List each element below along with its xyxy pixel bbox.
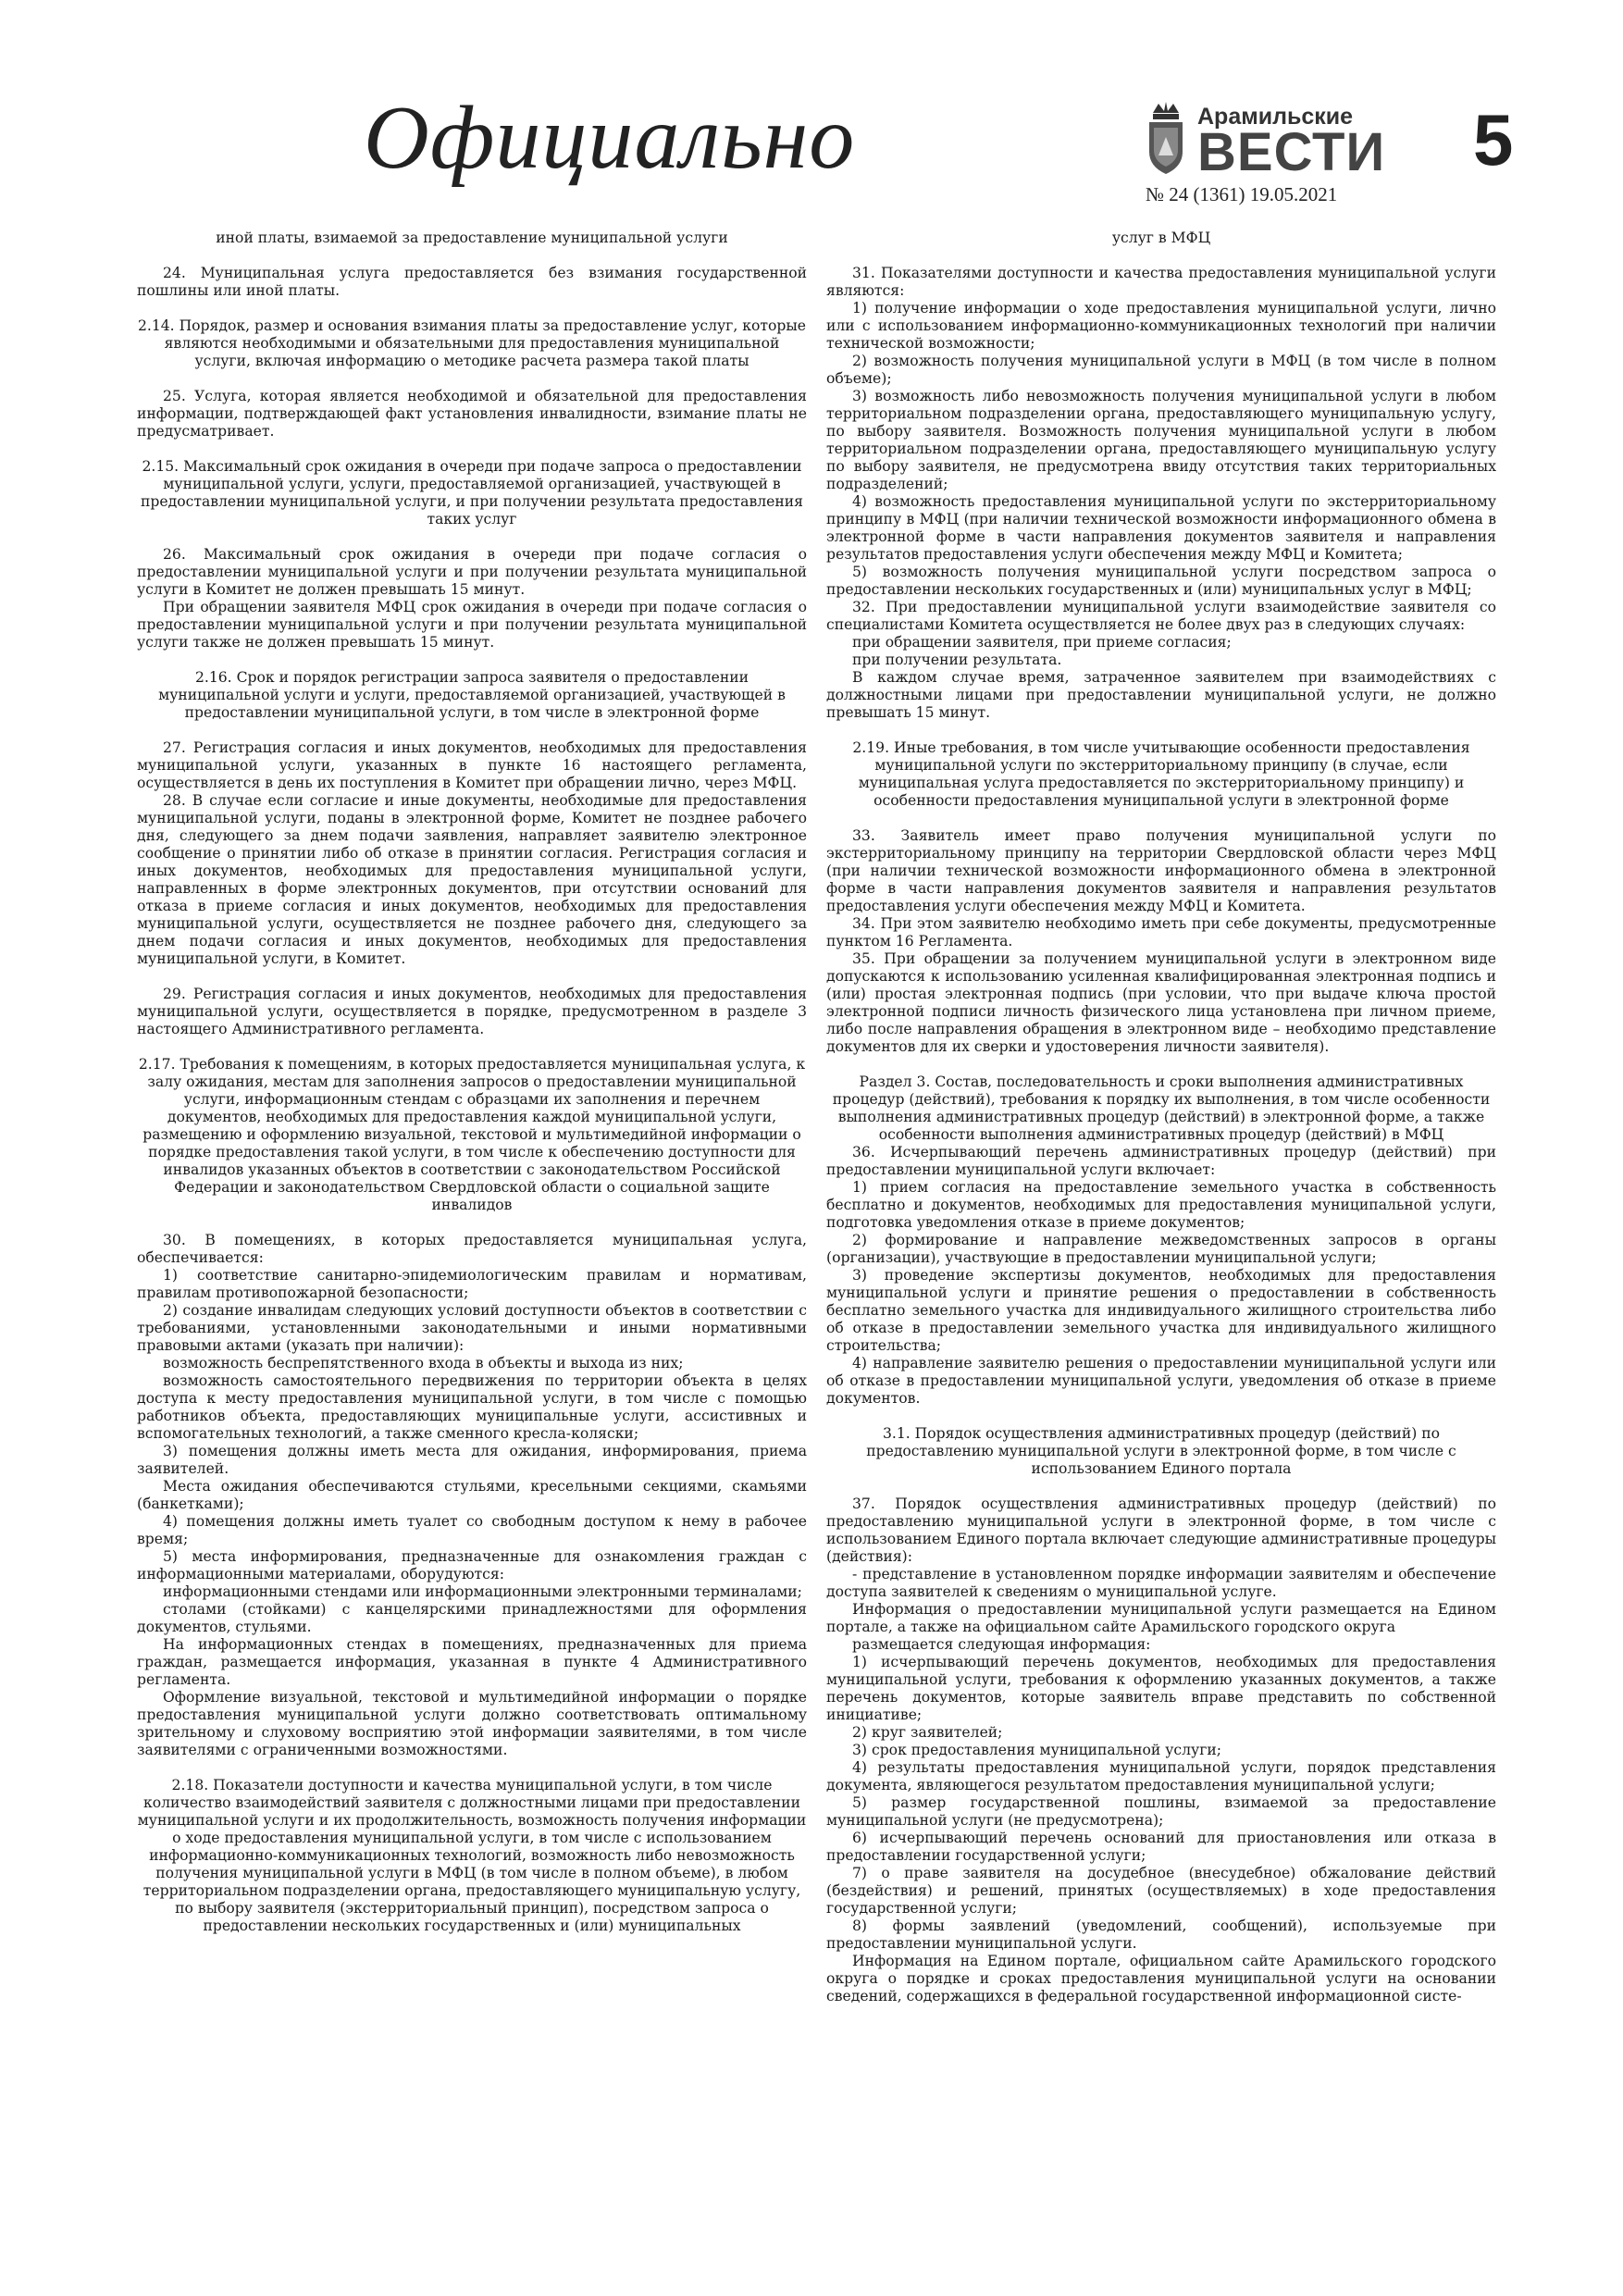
paragraph: 4) направление заявителю решения о предоставлении муниципальной услуги или об отказе в предоставлении муниципальной услуги, уведомления об отказе в приеме документов.	[826, 1355, 1496, 1407]
spacer	[826, 1408, 1496, 1425]
paragraph: 33. Заявитель имеет право получения муниципальной услуги по экстерриториальному принципу на территории Свердловской области через МФЦ (при наличии технической возможности информационного обмена в электронной форме в части направления документов заявителя и направления результатов предоставления услуги обеспечения между МФЦ и Комитета.	[826, 827, 1496, 914]
paragraph: 34. При этом заявителю необходимо иметь при себе документы, предусмотренные пунктом 16 Регламента.	[826, 915, 1496, 949]
spacer	[137, 1214, 807, 1232]
paragraph: 31. Показателями доступности и качества предоставления муниципальной услуги являются:	[826, 265, 1496, 299]
spacer	[137, 968, 807, 986]
paragraph: 27. Регистрация согласия и иных документов, необходимых для предоставления муниципальной услуги, указанных в пункте 16 настоящего регламента, осуществляется в день их поступления в Комитет при обращении лично, через МФЦ.	[137, 739, 807, 791]
spacer	[826, 247, 1496, 265]
paragraph: размещается следующая информация:	[852, 1636, 1151, 1653]
paragraph: 28. В случае если согласие и иные документы, необходимые для предоставления муниципальной услуги, поданы в электронной форме, Комитет не позднее рабочего дня, следующего за днем подачи заявления, направляет заявителю электронное сообщение о принятии либо об отказе в принятии согласия. Регистрация согласия и иных документов, необходимых для предоставления муниципальной услуги, направленных в форме электронных документов, при отсутствии оснований для отказа в приеме согласия и иных документов, необходимых для предоставления муниципальной услуги, осуществляется не позднее рабочего дня, следующего за днем подачи согласия и иных документов, необходимых для предоставления муниципальной услуги, в Комитет.	[137, 792, 807, 967]
paragraph: 2) возможность получения муниципальной услуги в МФЦ (в том числе в полном объеме);	[826, 353, 1496, 387]
paragraph: - представление в установленном порядке информации заявителям и обеспечение доступа заявителей к сведениям о муниципальной услуге.	[826, 1566, 1496, 1600]
spacer	[137, 370, 807, 388]
section-heading: услуг в МФЦ	[1111, 230, 1211, 246]
paragraph: Места ожидания обеспечиваются стульями, кресельными секциями, скамьями (банкетками);	[137, 1478, 807, 1512]
paragraph: 4) помещения должны иметь туалет со свободным доступом к нему в рабочее время;	[137, 1513, 807, 1547]
section-heading: 2.15. Максимальный срок ожидания в очереди при подаче запроса о предоставлении муниципальной услуги, услуги, предоставляемой организацией, участвующей в предоставлении муниципальной услуги, и при получении результата предоставления таких услуг	[141, 458, 803, 527]
paragraph: 1) соответствие санитарно-эпидемиологическим правилам и нормативам, правилам противопожарной безопасности;	[137, 1267, 807, 1301]
paragraph: 1) исчерпывающий перечень документов, необходимых для предоставления муниципальной услуги, требования к оформлению указанных документов, а также перечень документов, которые заявитель вправе представить по собственной инициативе;	[826, 1654, 1496, 1723]
paragraph: 2) формирование и направление межведомственных запросов в органы (организации), участвующие в предоставлении муниципальной услуги;	[826, 1232, 1496, 1266]
newspaper-logo	[1146, 100, 1386, 182]
paragraph: возможность самостоятельного передвижения по территории объекта в целях доступа к месту предоставления муниципальной услуги, в том числе с помощью работников объекта, предоставляющих муниципальные услуги, ассистивных и вспомогательных технологий, а также сменного кресла-коляски;	[137, 1372, 807, 1442]
paragraph: 29. Регистрация согласия и иных документов, необходимых для предоставления муниципальной услуги, осуществляется в порядке, предусмотренном в разделе 3 настоящего Административного регламента.	[137, 986, 807, 1037]
paragraph: 3) возможность либо невозможность получения муниципальной услуги в любом территориальном подразделении органа, предоставляющего муниципальную услугу, по выбору заявителя. Возможность получения муниципальной услуги в любом территориальном подразделении органа, предоставляющего муниципальную услугу по выбору заявителя, не предусмотрена ввиду отсутствия таких территориальных подразделений;	[826, 388, 1496, 492]
section-heading: 2.16. Срок и порядок регистрации запроса заявителя о предоставлении муниципальной услуги и услуги, предоставляемой организацией, участвующей в предоставлении муниципальной услуги, в том числе в электронной форме	[158, 669, 786, 721]
paragraph: при получении результата.	[852, 652, 1062, 668]
paragraph: Информация о предоставлении муниципальной услуги размещается на Едином портале, а также на официальном сайте Арамильского городского округа	[826, 1601, 1496, 1635]
spacer	[137, 722, 807, 739]
section-heading: 3.1. Порядок осуществления административных процедур (действий) по предоставлению муниципальной услуги в электронной форме, в том числе с использованием Единого портала	[866, 1425, 1456, 1477]
paragraph: 4) возможность предоставления муниципальной услуги по экстерриториальному принципу в МФЦ (при наличии технической возможности информационного обмена в электронной форме в части направления документов заявителя и направления результатов предоставления услуги обеспечения между МФЦ и Комитета;	[826, 493, 1496, 563]
paragraph: 24. Муниципальная услуга предоставляется без взимания государственной пошлины или иной платы.	[137, 265, 807, 299]
spacer	[826, 1478, 1496, 1496]
paragraph: На информационных стендах в помещениях, предназначенных для приема граждан, размещается информация, указанная в пункте 4 Административного регламента.	[137, 1636, 807, 1688]
paragraph: возможность беспрепятственного входа в объекты и выхода из них;	[163, 1355, 684, 1371]
paragraph: 6) исчерпывающий перечень оснований для приостановления или отказа в предоставлении государственной услуги;	[826, 1830, 1496, 1864]
paragraph: В каждом случае время, затраченное заявителем при взаимодействиях с должностными лицами при предоставлении муниципальной услуги, не должно превышать 15 минут.	[826, 669, 1496, 721]
spacer	[137, 441, 807, 458]
paragraph: столами (стойками) с канцелярскими принадлежностями для оформления документов, стульями.	[137, 1601, 807, 1635]
spacer	[826, 810, 1496, 827]
issue-number: № 24 (1361) 19.05.2021	[1146, 183, 1338, 205]
spacer	[826, 722, 1496, 739]
paragraph: 37. Порядок осуществления административных процедур (действий) по предоставлению муниципальной услуги в электронной форме, в том числе с использованием Единого портала включает следующие административные процедуры (действия):	[826, 1496, 1496, 1565]
paragraph: 26. Максимальный срок ожидания в очереди при подаче согласия о предоставлении муниципальной услуги и при получении результата муниципальной услуги в Комитет не должен превышать 15 минут.	[137, 546, 807, 598]
paragraph: 32. При предоставлении муниципальной услуги взаимодействие заявителя со специалистами Комитета осуществляется не более двух раз в следующих случаях:	[826, 599, 1496, 633]
spacer	[137, 1759, 807, 1777]
paragraph: 25. Услуга, которая является необходимой и обязательной для предоставления информации, подтверждающей факт установления инвалидности, взимание платы не предусматривает.	[137, 388, 807, 440]
section-heading: 2.17. Требования к помещениям, в которых предоставляется муниципальная услуга, к залу ожидания, местам для заполнения запросов о предоставлении муниципальной услуги, информационным стендам с образцами их заполнения и перечнем документов, необходимых для предоставления каждой муниципальной услуги, размещению и оформлению визуальной, текстовой и мультимедийной информации о порядке предоставления такой услуги, в том числе к обеспечению доступности для инвалидов указанных объектов в соответствии с законодательством Российской Федерации и законодательством Свердловской области о социальной защите инвалидов	[138, 1056, 806, 1213]
spacer	[826, 1056, 1496, 1074]
paragraph: 1) прием согласия на предоставление земельного участка в собственность бесплатно и документов, необходимых для предоставления муниципальной услуги, подготовка уведомления отказе в приеме документов;	[826, 1179, 1496, 1231]
paragraph: 4) результаты предоставления муниципальной услуги, порядок представления документа, являющегося результатом предоставления муниципальной услуги;	[826, 1759, 1496, 1793]
right-column	[826, 230, 1496, 2005]
paragraph: 3) помещения должны иметь места для ожидания, информирования, приема заявителей.	[137, 1443, 807, 1477]
paragraph: 30. В помещениях, в которых предоставляется муниципальная услуга, обеспечивается:	[137, 1232, 807, 1266]
logo-small-text: Арамильские	[1197, 104, 1354, 130]
paragraph: 3) срок предоставления муниципальной услуги;	[852, 1742, 1222, 1758]
section-heading: 2.14. Порядок, размер и основания взимания платы за предоставление услуг, которые являются необходимыми и обязательными для предоставления муниципальной услуги, включая информацию о методике расчета размера такой платы	[137, 317, 807, 369]
paragraph: 36. Исчерпывающий перечень административных процедур (действий) при предоставлении муниципальной услуги включает:	[826, 1144, 1496, 1178]
left-column	[137, 230, 807, 1935]
section-heading: 2.18. Показатели доступности и качества муниципальной услуги, в том числе количество взаимодействий заявителя с должностными лицами при предоставлении муниципальной услуги и их продолжительность, возможность получения информации о ходе предоставления муниципальной услуги, в том числе с использованием информационно-коммуникационных технологий, возможность либо невозможность получения муниципальной услуги в МФЦ (в том числе в полном объеме), в любом территориальном подразделении органа, предоставляющего муниципальную услугу, по выбору заявителя (экстерриториальный принцип), посредством запроса о предоставлении нескольких государственных и (или) муниципальных	[137, 1777, 807, 1934]
paragraph: 5) возможность получения муниципальной услуги посредством запроса о предоставлении нескольких государственных и (или) муниципальных услуг в МФЦ;	[826, 564, 1496, 598]
paragraph: Информация на Едином портале, официальном сайте Арамильского городского округа о порядке и сроках предоставления муниципальной услуги на основании сведений, содержащихся в федеральной государственной информационной систе-	[826, 1953, 1496, 2004]
logo-big-text: ВЕСТИ	[1197, 122, 1386, 182]
coat-of-arms-icon	[1146, 100, 1186, 178]
paragraph: При обращении заявителя МФЦ срок ожидания в очереди при подаче согласия о предоставлении муниципальной услуги и при получении результата муниципальной услуги также не должен превышать 15 минут.	[137, 599, 807, 651]
spacer	[137, 652, 807, 669]
spacer	[137, 1038, 807, 1056]
section-title: Официально	[364, 88, 856, 188]
page-number: 5	[1473, 99, 1514, 180]
paragraph: Оформление визуальной, текстовой и мультимедийной информации о порядке предоставления муниципальной услуги должно соответствовать оптимальному зрительному и слуховому восприятию этой информации заявителями, в том числе заявителями с ограниченными возможностями.	[137, 1689, 807, 1758]
paragraph: 3) проведение экспертизы документов, необходимых для предоставления муниципальной услуги и принятие решения о предоставлении в собственность бесплатно земельного участка для индивидуального жилищного строительства либо об отказе в предоставлении земельного участка для индивидуального жилищного строительства;	[826, 1267, 1496, 1354]
masthead	[0, 0, 1623, 222]
paragraph: 2) круг заявителей;	[852, 1724, 1003, 1741]
paragraph: 5) размер государственной пошлины, взимаемой за предоставление муниципальной услуги (не предусмотрена);	[826, 1794, 1496, 1829]
section-heading: Раздел 3. Состав, последовательность и сроки выполнения административных процедур (действий), требования к порядку их выполнения, в том числе особенности выполнения административных процедур (действий) в электронной форме, а также особенности выполнения административных процедур (действий) в МФЦ	[832, 1074, 1491, 1143]
paragraph: 7) о праве заявителя на досудебное (внесудебное) обжалование действий (бездействия) и решений, принятых (осуществляемых) в ходе предоставления государственной услуги;	[826, 1865, 1496, 1917]
paragraph: при обращении заявителя, при приеме согласия;	[852, 634, 1232, 651]
paragraph: 2) создание инвалидам следующих условий доступности объектов в соответствии с требованиями, установленными законодательными и иными нормативными правовыми актами (указать при наличии):	[137, 1302, 807, 1354]
paragraph: 8) формы заявлений (уведомлений, сообщений), используемые при предоставлении муниципальной услуги.	[826, 1917, 1496, 1952]
spacer	[137, 247, 807, 265]
section-heading: 2.19. Иные требования, в том числе учитывающие особенности предоставления муниципальной услуги по экстерриториальному принципу (в случае, если муниципальная услуга предоставляется по экстерриториальному принципу) и особенности предоставления муниципальной услуги в электронной форме	[852, 739, 1470, 809]
section-heading: иной платы, взимаемой за предоставление муниципальной услуги	[216, 230, 728, 246]
paragraph: 35. При обращении за получением муниципальной услуги в электронном виде допускаются к использованию усиленная квалифицированная электронная подпись и (или) простая электронная подпись (при условии, что при выдаче ключа простой электронной подписи личность физического лица установлена при личном приеме, либо после направления обращения в электронном виде – необходимо представление документов для их сверки и удостоверения личности заявителя).	[826, 950, 1496, 1055]
paragraph: информационными стендами или информационными электронными терминалами;	[163, 1583, 802, 1600]
paragraph: 1) получение информации о ходе предоставления муниципальной услуги, лично или с использованием информационно-коммуникационных технологий при наличии технической возможности;	[826, 300, 1496, 352]
spacer	[137, 300, 807, 317]
spacer	[137, 528, 807, 546]
paragraph: 5) места информирования, предназначенные для ознакомления граждан с информационными материалами, оборудуются:	[137, 1548, 807, 1582]
